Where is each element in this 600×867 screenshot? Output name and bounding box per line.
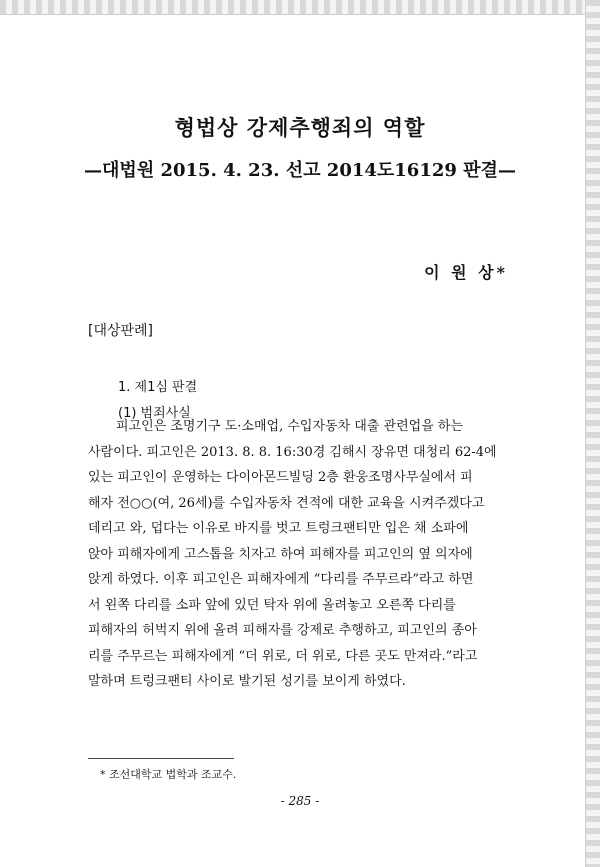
page-edge-top: [0, 0, 600, 15]
body-line: 말하며 트렁크팬티 사이로 발기된 성기를 보이게 하였다.: [88, 674, 406, 689]
subheading-crime-facts: (1) 범죄사실: [118, 406, 191, 421]
body-line: 서 왼쪽 다리를 소파 앞에 있던 탁자 위에 올려놓고 오른쪽 다리를: [88, 597, 456, 613]
article-title: 형법상 강제추행죄의 역할: [174, 115, 426, 140]
body-paragraph: [88, 414, 513, 695]
body-line: 앉아 피해자에게 고스톱을 치자고 하여 피해자를 피고인의 옆 의자에: [88, 546, 473, 562]
body-line: 피고인은 조명기구 도·소매업, 수입자동차 대출 관련업을 하는: [116, 419, 464, 434]
article-subtitle: —대법원 2015. 4. 23. 선고 2014도16129 판결—: [84, 160, 516, 181]
page-edge-right: [585, 0, 600, 867]
page-number: - 285 -: [280, 794, 320, 808]
section-heading: [대상판례]: [88, 323, 154, 339]
body-line: 피해자의 허벅지 위에 올려 피해자를 강제로 추행하고, 피고인의 종아: [88, 623, 477, 638]
author-name: 이 원 상*: [424, 263, 508, 282]
body-line: 사람이다. 피고인은 2013. 8. 8. 16:30경 김해시 장유면 대청리 62-4에: [88, 444, 497, 460]
body-line: 해자 전○○(여, 26세)를 수입자동차 견적에 대한 교육을 시켜주겠다고: [88, 495, 485, 511]
subheading-first-instance: 1. 제1심 판결: [118, 380, 198, 395]
footnote-divider: [88, 758, 234, 759]
body-line: 리를 주무르는 피해자에게 “더 위로, 더 위로, 다른 곳도 만져라.”라고: [88, 648, 478, 664]
footnote: * 조선대학교 법학과 조교수.: [100, 768, 237, 781]
body-line: 데리고 와, 덥다는 이유로 바지를 벗고 트렁크팬티만 입은 채 소파에: [88, 521, 469, 536]
body-line: 앉게 하였다. 이후 피고인은 피해자에게 “다리를 주무르라”라고 하면: [88, 572, 474, 587]
body-line: 있는 피고인이 운영하는 다이아몬드빌딩 2층 환웅조명사무실에서 피: [88, 470, 473, 485]
